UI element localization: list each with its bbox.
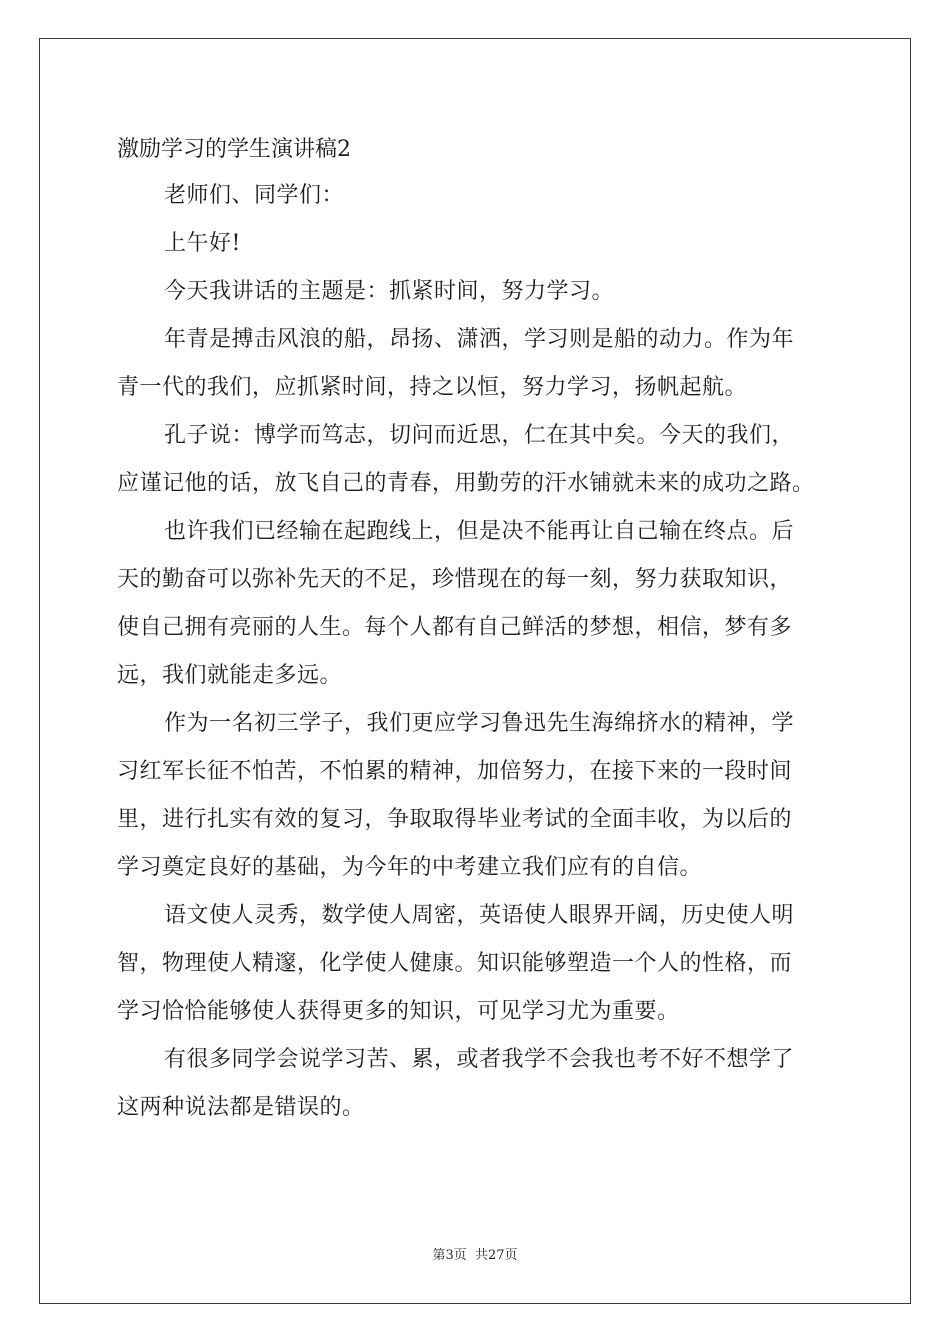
text-line: 学习奠定良好的基础，为今年的中考建立我们应有的自信。 — [117, 855, 703, 880]
text-line: 里，进行扎实有效的复习，争取取得毕业考试的全面丰收，为以后的 — [117, 807, 793, 832]
page-total: 共27页 — [474, 1248, 518, 1263]
text-line: 智，物理使人精邃，化学使人健康。知识能够塑造一个人的性格，而 — [117, 951, 793, 976]
page-number: 第3页 — [432, 1248, 467, 1263]
text-line: 这两种说法都是错误的。 — [117, 1095, 365, 1120]
document-title: 激励学习的学生演讲稿2 — [117, 137, 351, 162]
document-body — [117, 172, 835, 1132]
text-line: 学习恰恰能够使人获得更多的知识，可见学习尤为重要。 — [117, 999, 680, 1024]
text-line: 使自己拥有亮丽的人生。每个人都有自己鲜活的梦想，相信，梦有多 — [117, 615, 793, 640]
text-line: 语文使人灵秀，数学使人周密，英语使人眼界开阔，历史使人明 — [164, 903, 795, 928]
text-line: 青一代的我们，应抓紧时间，持之以恒，努力学习，扬帆起航。 — [117, 375, 748, 400]
page-footer — [0, 1244, 950, 1263]
text-line: 老师们、同学们： — [164, 183, 345, 208]
text-line: 作为一名初三学子，我们更应学习鲁迅先生海绵挤水的精神，学 — [164, 711, 795, 736]
text-line: 远，我们就能走多远。 — [117, 663, 343, 688]
text-line: 孔子说：博学而笃志，切问而近思，仁在其中矣。今天的我们， — [164, 423, 795, 448]
text-line: 天的勤奋可以弥补先天的不足，珍惜现在的每一刻，努力获取知识， — [117, 567, 793, 592]
text-line: 上午好! — [164, 231, 241, 256]
text-line: 习红军长征不怕苦，不怕累的精神，加倍努力，在接下来的一段时间 — [117, 759, 793, 784]
text-line: 今天我讲话的主题是：抓紧时间，努力学习。 — [164, 279, 615, 304]
text-line: 也许我们已经输在起跑线上，但是决不能再让自己输在终点。后 — [164, 519, 795, 544]
text-line: 应谨记他的话，放飞自己的青春，用勤劳的汗水铺就未来的成功之路。 — [117, 471, 815, 496]
text-line: 年青是搏击风浪的船，昂扬、潇洒，学习则是船的动力。作为年 — [164, 327, 795, 352]
text-line: 有很多同学会说学习苦、累，或者我学不会我也考不好不想学了 — [164, 1047, 795, 1072]
